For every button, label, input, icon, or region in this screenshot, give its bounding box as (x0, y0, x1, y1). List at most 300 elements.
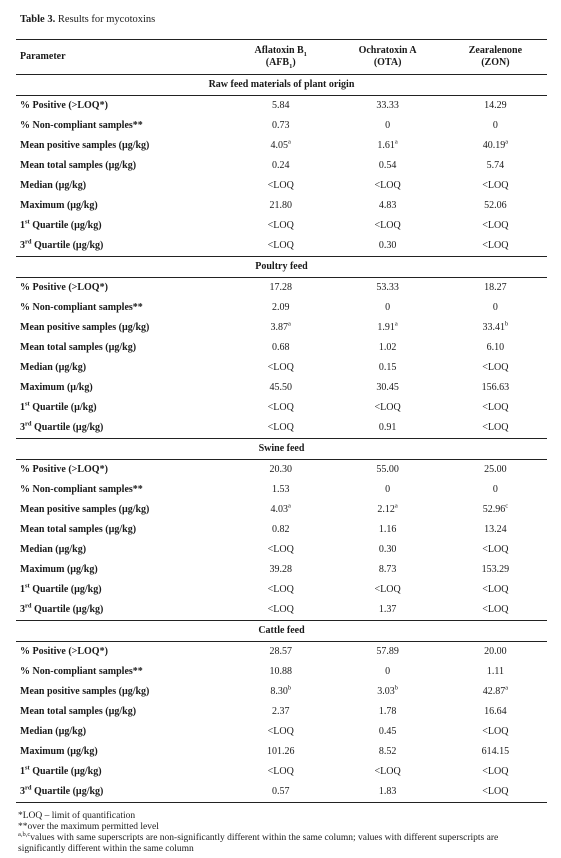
aflatoxin-value: <LOQ (267, 220, 294, 231)
parameter-label: % Non-compliant samples** (20, 666, 143, 677)
parameter-cell (16, 540, 230, 560)
aflatoxin-value: <LOQ (267, 362, 294, 373)
zearalenone-cell (444, 500, 547, 520)
parameter-cell (16, 96, 230, 117)
parameter-ordinal-sup: rd (25, 602, 32, 610)
zearalenone-value: 0 (492, 120, 498, 131)
parameter-label: 3 (20, 604, 25, 615)
aflatoxin-value: <LOQ (267, 766, 294, 777)
zearalenone-cell (444, 762, 547, 782)
table-row (16, 236, 547, 257)
ochratoxin-cell (331, 682, 443, 702)
zearalenone-value: 52.96 (482, 504, 506, 515)
parameter-label: % Non-compliant samples** (20, 120, 143, 131)
ochratoxin-value: 1.78 (378, 706, 397, 717)
parameter-ordinal-sup: rd (25, 420, 32, 428)
parameter-label-tail: Quartile (µg/kg) (29, 766, 102, 777)
parameter-label: 1 (20, 402, 25, 413)
ochratoxin-cell (331, 156, 443, 176)
parameter-cell (16, 520, 230, 540)
parameter-label: Maximum (µg/kg) (20, 200, 98, 211)
zearalenone-value: 614.15 (481, 746, 510, 757)
zearalenone-value: 156.63 (481, 382, 510, 393)
aflatoxin-cell (230, 560, 331, 580)
ochratoxin-value: <LOQ (374, 220, 401, 231)
table-header-row (16, 40, 547, 75)
parameter-cell (16, 398, 230, 418)
zearalenone-cell (444, 560, 547, 580)
ochratoxin-cell (331, 540, 443, 560)
parameter-cell (16, 418, 230, 439)
header-zearalenone-name: Zearalenone (468, 45, 523, 56)
parameter-label: % Positive (>LOQ*) (20, 646, 108, 657)
ochratoxin-cell (331, 278, 443, 299)
table-caption (20, 14, 547, 25)
footnote-significance-text: values with same superscripts are non-significantly different within the same column; values with different superscripts are significantly different within the same column (18, 833, 499, 854)
ochratoxin-cell (331, 358, 443, 378)
aflatoxin-value: 20.30 (269, 464, 292, 475)
ochratoxin-value: 1.61 (377, 140, 395, 151)
zearalenone-cell (444, 236, 547, 257)
table-caption-text: Results for mycotoxins (55, 14, 156, 25)
aflatoxin-cell (230, 278, 331, 299)
zearalenone-cell (444, 278, 547, 299)
table-row (16, 176, 547, 196)
zearalenone-value: 0 (492, 484, 498, 495)
parameter-cell (16, 782, 230, 803)
table-row (16, 116, 547, 136)
zearalenone-cell (444, 580, 547, 600)
aflatoxin-value: <LOQ (267, 604, 294, 615)
aflatoxin-cell (230, 358, 331, 378)
aflatoxin-value: <LOQ (267, 422, 294, 433)
parameter-label-tail: Quartile (µg/kg) (31, 422, 104, 433)
parameter-cell (16, 318, 230, 338)
ochratoxin-value: 3.03 (377, 686, 395, 697)
ochratoxin-cell (331, 762, 443, 782)
table-row (16, 520, 547, 540)
ochratoxin-value: <LOQ (374, 402, 401, 413)
parameter-label: Median (µg/kg) (20, 362, 87, 373)
aflatoxin-cell (230, 378, 331, 398)
zearalenone-cell (444, 480, 547, 500)
ochratoxin-value: 8.52 (378, 746, 397, 757)
aflatoxin-value: 2.37 (271, 706, 290, 717)
zearalenone-significance-sup: a (505, 684, 509, 692)
parameter-label: Mean total samples (µg/kg) (20, 524, 137, 535)
zearalenone-value: <LOQ (482, 422, 509, 433)
zearalenone-value: <LOQ (482, 220, 509, 231)
ochratoxin-cell (331, 398, 443, 418)
aflatoxin-value: 3.87 (270, 322, 289, 333)
aflatoxin-cell (230, 580, 331, 600)
parameter-cell (16, 500, 230, 520)
section-header-row (16, 75, 547, 96)
parameter-cell (16, 702, 230, 722)
zearalenone-value: <LOQ (482, 726, 509, 737)
parameter-label: 1 (20, 766, 25, 777)
zearalenone-cell (444, 682, 547, 702)
zearalenone-significance-sup: c (505, 502, 509, 510)
table-row (16, 418, 547, 439)
table-row (16, 358, 547, 378)
parameter-label: Mean positive samples (µg/kg) (20, 140, 150, 151)
ochratoxin-value: 0.30 (378, 544, 397, 555)
aflatoxin-value: <LOQ (267, 544, 294, 555)
ochratoxin-cell (331, 600, 443, 621)
zearalenone-value: 42.87 (482, 686, 506, 697)
parameter-label: Maximum (µg/kg) (20, 746, 98, 757)
header-aflatoxin-name: Aflatoxin B (254, 45, 304, 56)
ochratoxin-value: 1.16 (378, 524, 397, 535)
section-header-row (16, 257, 547, 278)
ochratoxin-cell (331, 460, 443, 481)
table-row (16, 318, 547, 338)
zearalenone-cell (444, 662, 547, 682)
parameter-label: 3 (20, 786, 25, 797)
aflatoxin-value: 45.50 (269, 382, 292, 393)
ochratoxin-value: 55.00 (376, 464, 399, 475)
header-zearalenone (444, 40, 547, 75)
aflatoxin-significance-sup: a (288, 138, 291, 146)
parameter-cell (16, 480, 230, 500)
parameter-cell (16, 216, 230, 236)
table-row (16, 702, 547, 722)
parameter-label-tail: Quartile (µg/kg) (29, 220, 102, 231)
ochratoxin-cell (331, 500, 443, 520)
parameter-label-tail: Quartile (µg/kg) (31, 786, 104, 797)
aflatoxin-cell (230, 722, 331, 742)
header-parameter: Parameter (16, 40, 230, 75)
parameter-label-tail: Quartile (µg/kg) (31, 240, 104, 251)
zearalenone-cell (444, 96, 547, 117)
ochratoxin-cell (331, 642, 443, 663)
zearalenone-cell (444, 782, 547, 803)
aflatoxin-cell (230, 500, 331, 520)
zearalenone-cell (444, 358, 547, 378)
ochratoxin-significance-sup: b (394, 684, 398, 692)
footnote-loq: *LOQ – limit of quantification (18, 811, 136, 821)
parameter-label-tail: Quartile (µg/kg) (29, 584, 102, 595)
aflatoxin-cell (230, 176, 331, 196)
table-row (16, 662, 547, 682)
ochratoxin-value: 1.83 (378, 786, 397, 797)
parameter-label: 1 (20, 220, 25, 231)
parameter-cell (16, 156, 230, 176)
zearalenone-cell (444, 702, 547, 722)
ochratoxin-cell (331, 176, 443, 196)
zearalenone-value: 33.41 (482, 322, 506, 333)
zearalenone-value: 13.24 (484, 524, 507, 535)
zearalenone-cell (444, 398, 547, 418)
zearalenone-value: 6.10 (486, 342, 505, 353)
ochratoxin-value: 4.83 (378, 200, 397, 211)
zearalenone-cell (444, 216, 547, 236)
zearalenone-value: <LOQ (482, 766, 509, 777)
ochratoxin-value: 0.91 (378, 422, 397, 433)
aflatoxin-cell (230, 196, 331, 216)
table-row (16, 580, 547, 600)
ochratoxin-cell (331, 722, 443, 742)
parameter-label: Maximum (µ/kg) (20, 382, 93, 393)
aflatoxin-value: 4.05 (270, 140, 289, 151)
header-aflatoxin (230, 40, 331, 75)
parameter-cell (16, 338, 230, 358)
aflatoxin-value: 0.73 (271, 120, 290, 131)
aflatoxin-value: <LOQ (267, 240, 294, 251)
table-row (16, 560, 547, 580)
aflatoxin-value: 0.24 (271, 160, 290, 171)
aflatoxin-cell (230, 156, 331, 176)
parameter-cell (16, 136, 230, 156)
aflatoxin-cell (230, 742, 331, 762)
zearalenone-value: 40.19 (482, 140, 506, 151)
ochratoxin-value: 30.45 (376, 382, 399, 393)
zearalenone-value: <LOQ (482, 240, 509, 251)
ochratoxin-cell (331, 136, 443, 156)
parameter-ordinal-sup: st (25, 582, 30, 590)
aflatoxin-significance-sup: a (288, 502, 291, 510)
zearalenone-cell (444, 642, 547, 663)
aflatoxin-value: 8.30 (270, 686, 288, 697)
parameter-ordinal-sup: st (25, 218, 30, 226)
aflatoxin-cell (230, 116, 331, 136)
zearalenone-cell (444, 116, 547, 136)
aflatoxin-value: 2.09 (271, 302, 290, 313)
ochratoxin-cell (331, 480, 443, 500)
zearalenone-value: <LOQ (482, 604, 509, 615)
aflatoxin-cell (230, 398, 331, 418)
aflatoxin-cell (230, 338, 331, 358)
parameter-cell (16, 682, 230, 702)
parameter-cell (16, 722, 230, 742)
table-body (16, 75, 547, 803)
ochratoxin-cell (331, 580, 443, 600)
aflatoxin-significance-sup: b (287, 684, 292, 692)
parameter-label: 3 (20, 240, 25, 251)
table-row (16, 398, 547, 418)
zearalenone-value: 52.06 (484, 200, 507, 211)
aflatoxin-value: <LOQ (267, 584, 294, 595)
aflatoxin-value: <LOQ (267, 402, 294, 413)
aflatoxin-cell (230, 298, 331, 318)
aflatoxin-cell (230, 702, 331, 722)
zearalenone-value: 5.74 (486, 160, 505, 171)
parameter-label-tail: Quartile (µg/kg) (31, 604, 104, 615)
aflatoxin-cell (230, 236, 331, 257)
footnote-significance (18, 830, 547, 855)
ochratoxin-value: <LOQ (374, 766, 401, 777)
ochratoxin-cell (331, 298, 443, 318)
aflatoxin-value: 1.53 (271, 484, 290, 495)
table-caption-label: Table 3. (20, 14, 56, 25)
table-row (16, 782, 547, 803)
aflatoxin-cell (230, 136, 331, 156)
aflatoxin-value: 10.88 (269, 666, 292, 677)
section-header-row (16, 439, 547, 460)
parameter-label-tail: Quartile (µ/kg) (29, 402, 97, 413)
zearalenone-value: <LOQ (482, 180, 509, 191)
parameter-ordinal-sup: st (25, 764, 30, 772)
zearalenone-value: <LOQ (482, 362, 509, 373)
header-ochratoxin-abbr: (OTA) (373, 57, 402, 68)
table-row (16, 378, 547, 398)
ochratoxin-cell (331, 560, 443, 580)
zearalenone-value: <LOQ (482, 402, 509, 413)
parameter-cell (16, 600, 230, 621)
parameter-cell (16, 762, 230, 782)
aflatoxin-cell (230, 600, 331, 621)
ochratoxin-cell (331, 236, 443, 257)
ochratoxin-value: <LOQ (374, 584, 401, 595)
zearalenone-cell (444, 338, 547, 358)
parameter-cell (16, 460, 230, 481)
parameter-cell (16, 196, 230, 216)
ochratoxin-value: 1.37 (378, 604, 397, 615)
parameter-cell (16, 298, 230, 318)
parameter-label: 1 (20, 584, 25, 595)
aflatoxin-value: 4.03 (270, 504, 289, 515)
ochratoxin-cell (331, 418, 443, 439)
ochratoxin-cell (331, 702, 443, 722)
header-ochratoxin (331, 40, 443, 75)
footnotes (18, 811, 547, 855)
ochratoxin-cell (331, 520, 443, 540)
table-row (16, 642, 547, 663)
parameter-cell (16, 642, 230, 663)
ochratoxin-cell (331, 96, 443, 117)
table-row (16, 96, 547, 117)
parameter-cell (16, 580, 230, 600)
mycotoxin-table (16, 39, 547, 803)
ochratoxin-value: 57.89 (376, 646, 399, 657)
parameter-label: Mean total samples (µg/kg) (20, 342, 137, 353)
aflatoxin-value: 28.57 (269, 646, 292, 657)
zearalenone-significance-sup: a (505, 138, 509, 146)
zearalenone-cell (444, 418, 547, 439)
parameter-label: Mean positive samples (µg/kg) (20, 686, 150, 697)
header-aflatoxin-abbr-close: ) (292, 57, 296, 68)
parameter-label: 3 (20, 422, 25, 433)
ochratoxin-value: 33.33 (376, 100, 399, 111)
section-title: Swine feed (16, 439, 547, 460)
ochratoxin-value: 0.30 (378, 240, 397, 251)
aflatoxin-cell (230, 520, 331, 540)
section-header-row (16, 621, 547, 642)
parameter-label: Mean total samples (µg/kg) (20, 160, 137, 171)
zearalenone-cell (444, 378, 547, 398)
parameter-cell (16, 116, 230, 136)
parameter-label: Median (µg/kg) (20, 726, 87, 737)
parameter-label: % Positive (>LOQ*) (20, 282, 108, 293)
ochratoxin-cell (331, 662, 443, 682)
aflatoxin-cell (230, 318, 331, 338)
table-row (16, 722, 547, 742)
table-row (16, 156, 547, 176)
parameter-label: Median (µg/kg) (20, 544, 87, 555)
zearalenone-value: 153.29 (481, 564, 510, 575)
ochratoxin-value: 0 (385, 666, 391, 677)
zearalenone-value: <LOQ (482, 584, 509, 595)
table-row (16, 480, 547, 500)
parameter-label: Mean positive samples (µg/kg) (20, 504, 150, 515)
section-title: Poultry feed (16, 257, 547, 278)
aflatoxin-significance-sup: a (288, 320, 291, 328)
zearalenone-value: <LOQ (482, 544, 509, 555)
table-row (16, 216, 547, 236)
parameter-cell (16, 278, 230, 299)
aflatoxin-cell (230, 96, 331, 117)
aflatoxin-value: 101.26 (266, 746, 295, 757)
parameter-cell (16, 236, 230, 257)
ochratoxin-value: 0 (385, 302, 391, 313)
parameter-cell (16, 176, 230, 196)
aflatoxin-cell (230, 642, 331, 663)
parameter-cell (16, 378, 230, 398)
zearalenone-cell (444, 298, 547, 318)
aflatoxin-value: <LOQ (267, 180, 294, 191)
zearalenone-cell (444, 600, 547, 621)
header-aflatoxin-abbr-sub: 1 (289, 63, 293, 70)
ochratoxin-value: 2.12 (377, 504, 395, 515)
parameter-label: % Non-compliant samples** (20, 484, 143, 495)
header-aflatoxin-abbr-open: (AFB (265, 57, 290, 68)
zearalenone-value: 1.11 (486, 666, 504, 677)
table-row (16, 682, 547, 702)
header-aflatoxin-sub: 1 (303, 51, 307, 58)
aflatoxin-cell (230, 682, 331, 702)
zearalenone-value: 25.00 (484, 464, 507, 475)
ochratoxin-cell (331, 216, 443, 236)
table-row (16, 600, 547, 621)
ochratoxin-value: 0.45 (378, 726, 397, 737)
parameter-cell (16, 560, 230, 580)
ochratoxin-cell (331, 742, 443, 762)
ochratoxin-value: <LOQ (374, 180, 401, 191)
ochratoxin-cell (331, 196, 443, 216)
parameter-label: Mean positive samples (µg/kg) (20, 322, 150, 333)
ochratoxin-cell (331, 338, 443, 358)
aflatoxin-value: 5.84 (271, 100, 290, 111)
section-title: Raw feed materials of plant origin (16, 75, 547, 96)
ochratoxin-value: 53.33 (376, 282, 399, 293)
parameter-cell (16, 358, 230, 378)
parameter-ordinal-sup: rd (25, 784, 32, 792)
zearalenone-cell (444, 136, 547, 156)
aflatoxin-cell (230, 540, 331, 560)
ochratoxin-value: 0.54 (378, 160, 397, 171)
ochratoxin-value: 1.02 (378, 342, 397, 353)
aflatoxin-value: 0.57 (271, 786, 290, 797)
zearalenone-value: <LOQ (482, 786, 509, 797)
aflatoxin-value: 39.28 (269, 564, 292, 575)
zearalenone-cell (444, 156, 547, 176)
zearalenone-significance-sup: b (505, 320, 509, 328)
table-row (16, 136, 547, 156)
table-row (16, 500, 547, 520)
aflatoxin-value: 0.68 (271, 342, 290, 353)
aflatoxin-cell (230, 460, 331, 481)
parameter-cell (16, 662, 230, 682)
section-title: Cattle feed (16, 621, 547, 642)
zearalenone-cell (444, 540, 547, 560)
table-row (16, 460, 547, 481)
parameter-label: % Positive (>LOQ*) (20, 100, 108, 111)
ochratoxin-value: 0 (385, 484, 391, 495)
parameter-label: Median (µg/kg) (20, 180, 87, 191)
ochratoxin-cell (331, 378, 443, 398)
table-row (16, 338, 547, 358)
